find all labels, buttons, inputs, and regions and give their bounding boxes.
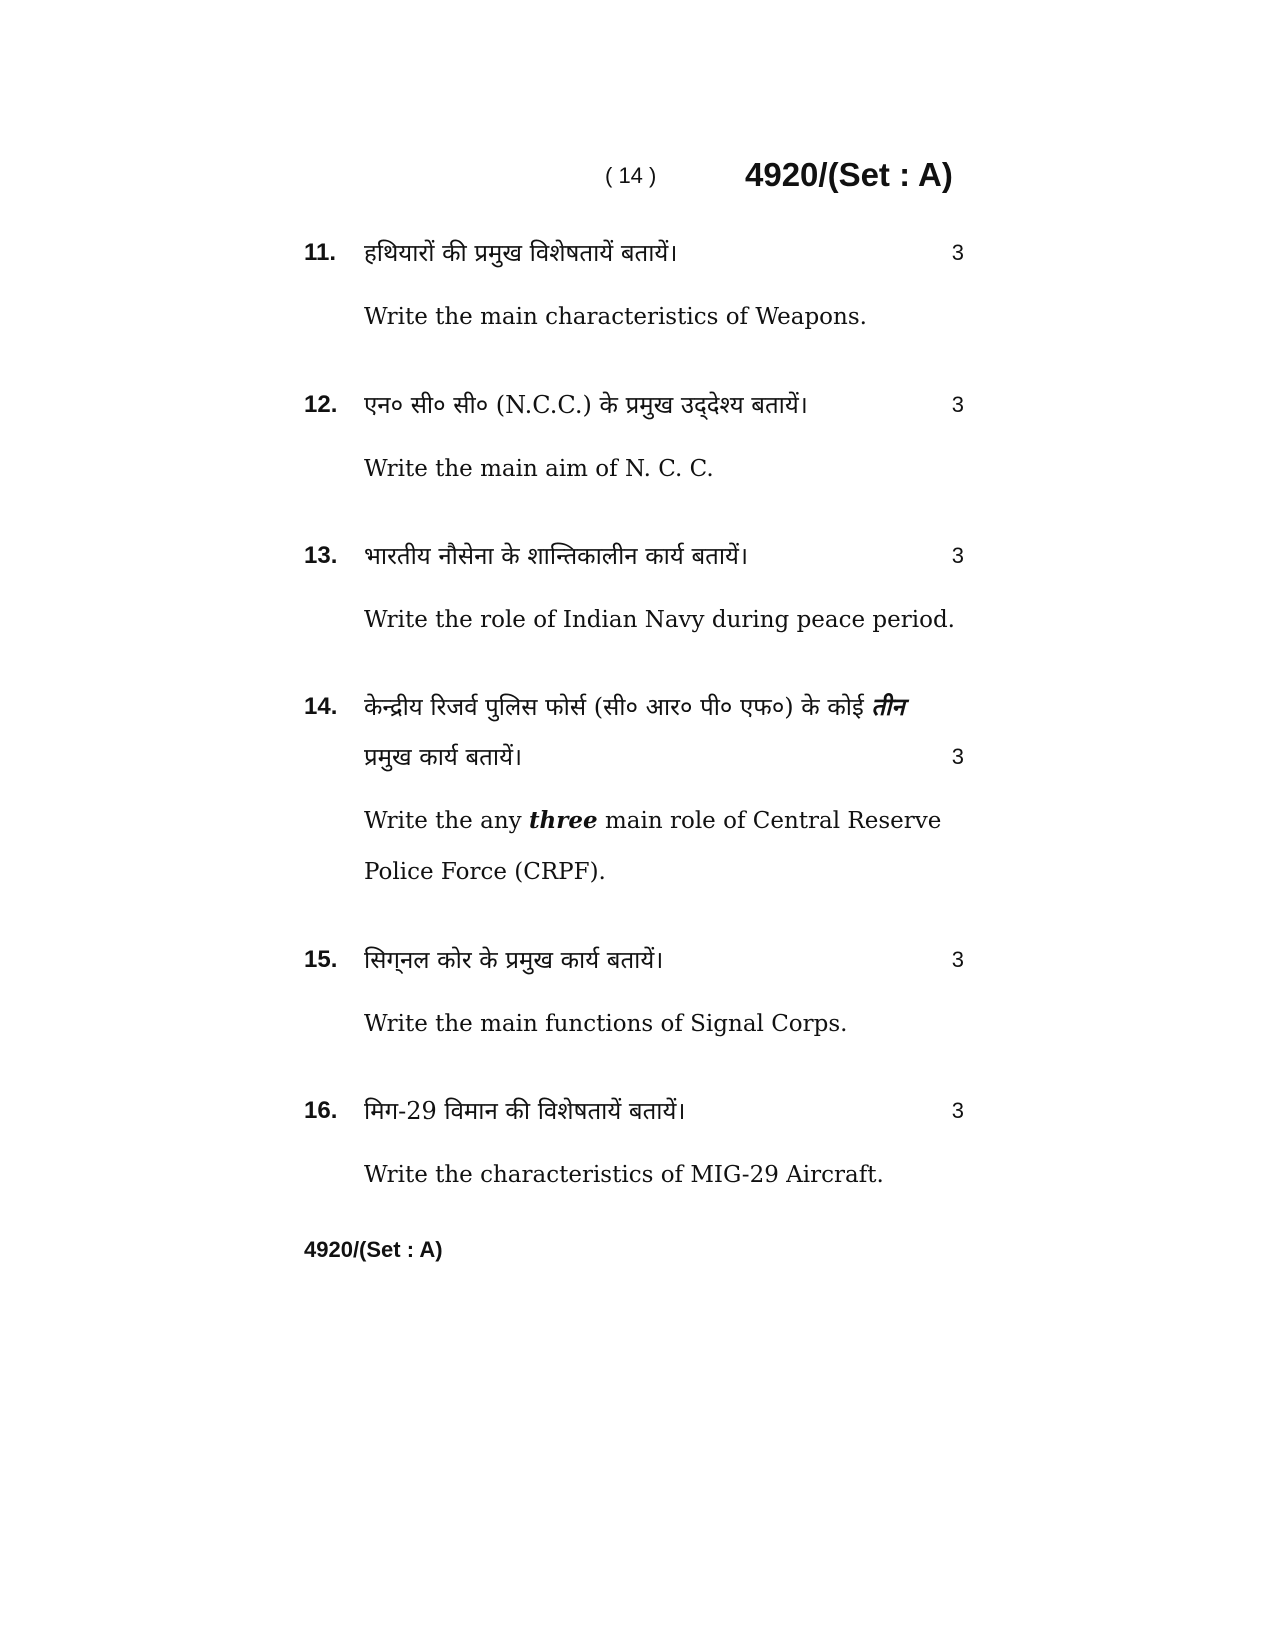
question-english-text: Write the any <box>364 808 522 834</box>
question-marks: 3 <box>951 1098 964 1123</box>
question-hindi: मिग-29 विमान की विशेषतायें बतायें। <box>364 1097 686 1125</box>
question-hindi-emphasis: तीन <box>871 692 905 721</box>
question-english: Write the main aim of N. C. C. <box>364 456 714 482</box>
question-hindi: भारतीय नौसेना के शान्तिकालीन कार्य बतायें। <box>364 542 749 570</box>
question-english-emphasis: three <box>528 807 598 834</box>
page-number: ( 14 ) <box>605 163 657 188</box>
question-english: Write the main functions of Signal Corps. <box>364 1011 848 1037</box>
question-english-line-1 <box>364 801 941 841</box>
question-number: 14. <box>304 693 338 720</box>
question-english: Write the main characteristics of Weapons. <box>364 304 867 330</box>
question-hindi: एन० सी० सी० (N.C.C.) के प्रमुख उद्‌देश्य बतायें। <box>364 391 808 419</box>
question-hindi-text: केन्द्रीय रिजर्व पुलिस फोर्स (सी० आर० पी० एफ०) के कोई <box>364 693 864 721</box>
question-hindi: हथियारों की प्रमुख विशेषतायें बतायें। <box>364 239 678 267</box>
question-english: Write the role of Indian Navy during peace period. <box>364 607 955 633</box>
question-english-line-2: Police Force (CRPF). <box>364 859 606 885</box>
question-hindi: सिग्‌नल कोर के प्रमुख कार्य बतायें। <box>364 946 664 974</box>
question-marks: 3 <box>951 240 964 265</box>
question-marks: 3 <box>951 543 964 568</box>
question-number: 12. <box>304 391 338 418</box>
question-hindi-line-2: प्रमुख कार्य बतायें। <box>364 743 523 771</box>
question-number: 13. <box>304 542 338 569</box>
question-marks: 3 <box>951 947 964 972</box>
paper-code-footer: 4920/(Set : A) <box>304 1237 443 1262</box>
paper-code-header: 4920/(Set : A) <box>745 156 953 193</box>
question-marks: 3 <box>951 744 964 769</box>
question-number: 11. <box>304 239 337 266</box>
question-number: 16. <box>304 1097 338 1124</box>
question-marks: 3 <box>951 392 964 417</box>
question-number: 15. <box>304 946 338 973</box>
question-english-text-post: main role of Central Reserve <box>604 808 942 834</box>
question-english: Write the characteristics of MIG-29 Aircraft. <box>364 1162 884 1188</box>
question-hindi-line-1 <box>364 687 905 727</box>
